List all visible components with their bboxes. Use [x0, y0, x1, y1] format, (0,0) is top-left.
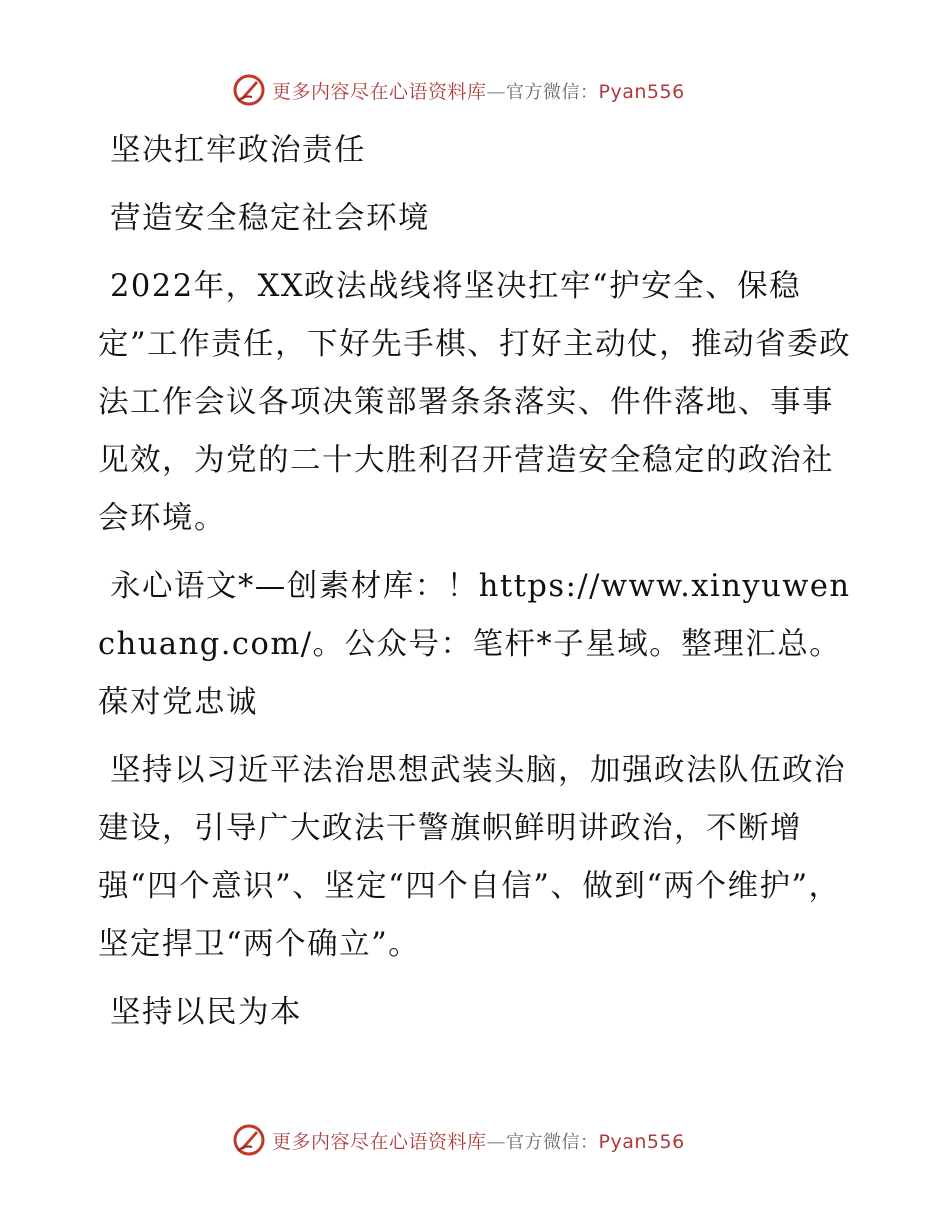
section-subheading: 营造安全稳定社会环境: [110, 201, 430, 236]
watermark-wechat-id: Pyan556: [598, 80, 685, 103]
watermark-prefix: 更多内容尽在心语资料库: [272, 1130, 487, 1153]
body-paragraph: 坚持以习近平法治思想武装头脑，加强政法队伍政治建设，引导广大政法干警旗帜鲜明讲政治，不断增强“四个意识”、坚定“四个自信”、做到“两个维护”，坚定捍卫“两个确立”。: [98, 753, 846, 962]
header-watermark: [232, 70, 685, 110]
quill-circle-icon: [232, 73, 266, 107]
watermark-text: [272, 1127, 685, 1154]
watermark-text: [272, 77, 685, 104]
watermark-separator: —: [486, 80, 507, 103]
section-heading: 坚决扛牢政治责任: [110, 133, 366, 168]
watermark-wechat-label: 官方微信：: [506, 1131, 599, 1153]
watermark-separator: —: [486, 1130, 507, 1153]
document-body: [98, 122, 858, 1052]
quill-circle-icon: [232, 1123, 266, 1157]
watermark-wechat-label: 官方微信：: [506, 81, 599, 103]
source-note-paragraph: 永心语文*—创素材库：！https://www.xinyuwenchuang.com/。公众号：笔杆*子星域。整理汇总。葆对党忠诚: [98, 569, 851, 720]
body-paragraph: 2022年，XX政法战线将坚决扛牢“护安全、保稳定”工作责任，下好先手棋、打好主动仗，推动省委政法工作会议各项决策部署条条落实、件件落地、事事见效，为党的二十大胜利召开营造安全稳定的政治社会环境。: [98, 269, 852, 536]
footer-watermark: [232, 1120, 685, 1160]
section-heading: 坚持以民为本: [110, 995, 302, 1030]
watermark-prefix: 更多内容尽在心语资料库: [272, 80, 487, 103]
watermark-wechat-id: Pyan556: [598, 1130, 685, 1153]
